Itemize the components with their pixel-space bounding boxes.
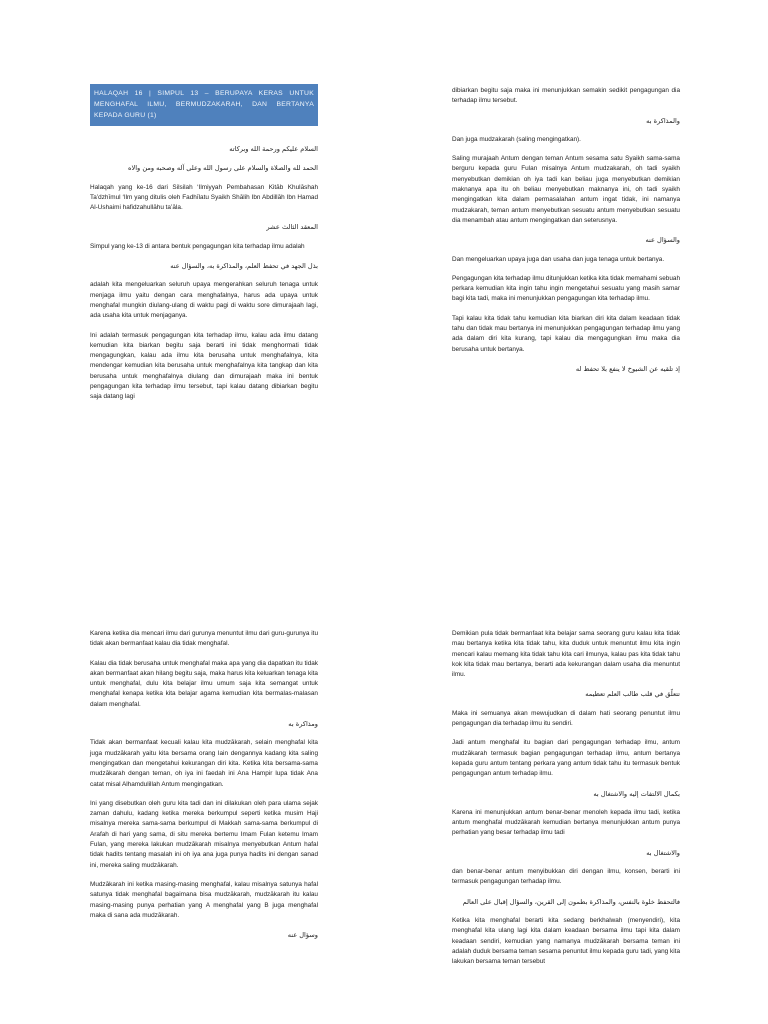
paragraph: Halaqah yang ke-16 dari Silsilah ‘Ilmiyyah Pembahasan Kitāb Khulāshah Ta’dzhīmul ‘Ilm yang ditulis oleh Fadhīlatu Syaikh Shālih Ibn Abdillāh Ibn Hamad Al-Ushaimi hafidzahullāhu ta’āla.: [90, 183, 318, 212]
arabic-verse: بكمال الالتفات إليه والاشتغال به: [593, 789, 680, 798]
paragraph: Karena ini menunjukkan antum benar-benar menoleh kepada ilmu tadi, ketika antum menghafal mudzākarah kemudian bertanya menunjukkan antum punya perhatian yang besar terhadap ilmu tadi: [452, 808, 680, 837]
page1-left-column: [90, 88, 318, 412]
paragraph: Mudzākarah ini ketika masing-masing menghafal, kalau misalnya satunya hafal satunya tidak menghafal bagaimana bisa mudzākarah, mudzākarah itu kalau masing-masing punya perhatian yang A menghafal yang B juga menghafal maka di sana ada mudzākarah.: [90, 880, 318, 919]
arabic-verse: السلام عليكم ورحمة الله وبركاته: [229, 145, 318, 153]
page1-right-content: [452, 86, 680, 374]
paragraph: Maka ini semuanya akan mewujudkan di dalam hati seorang penuntut ilmu pengagungan dia terhadap ilmu itu sendiri.: [452, 709, 680, 728]
paragraph: Kalau dia tidak berusaha untuk menghafal maka apa yang dia dapatkan itu tidak akan bermanfaat akan hilang begitu saja, maka harus kita keluarkan tenaga kita untuk menghafal, dulu kita belajar ilmu umum saja kita semangat untuk menghafal kenapa ketika kita belajar agama kemudian kita bermalas-malasan dalam menghafal.: [90, 659, 318, 708]
paragraph: Simpul yang ke-13 di antara bentuk pengagungan kita terhadap ilmu adalah: [90, 242, 305, 250]
arabic-verse: فالتحفظ خلوة بالنفس، والمذاكرة بطمون إلى القرين، والسؤال إقبال على العالم: [462, 897, 680, 906]
paragraph: Ini adalah termasuk pengagungan kita terhadap ilmu, kalau ada ilmu datang kemudian kita biarkan begitu saja berarti ini tidak menghormati tidak mengagungkan, kalau ada ilmu kita berusaha untuk menghafalnya, kita mendengar kemudian kita berusaha untuk menghafalnya kita tangkap dan kita berusaha untuk menghafalnya diulang dan dimurajaah maka ini bentuk pengagungan kita terhadap ilmu tersebut, tapi kalau datang dibiarkan begitu saja datang lagi: [90, 331, 318, 401]
paragraph: Karena ketika dia mencari ilmu dari gurunya menuntut ilmu dari guru-gurunya itu tidak akan bermanfaat kalau dia tidak menghafal.: [90, 630, 318, 648]
paragraph: dibiarkan begitu saja maka ini menunjukkan semakin sedikit pengagungan dia terhadap ilmu tersebut.: [452, 87, 680, 105]
paragraph: adalah kita mengeluarkan seluruh upaya mengerahkan seluruh tenaga untuk menjaga ilmu yaitu dengan cara menghafalnya, harus ada upaya untuk menghafal mungkin diulang-ulang di waktu pagi di waktu sore dimurajaah lagi, ada usaha kita untuk menjaganya.: [90, 281, 318, 320]
paragraph: Tapi kalau kita tidak tahu kemudian kita biarkan diri kita dalam keadaan tidak tahu dan tidak mau bertanya ini menunjukkan pengagungan terhadap ilmu yang ada dalam diri kita kurang, tapi kalau dia mengagungkan ilmu maka dia berusaha untuk bertanya.: [452, 314, 680, 353]
paragraph: Dan juga mudzakarah (saling mengingatkan).: [452, 135, 581, 143]
paragraph: Saling murajaah Antum dengan teman Antum sesama satu Syaikh sama-sama berguru kepada guru Fulan misalnya Antum mudzakarah, oh tadi syaikh menyebutkan demikian oh iya tadi kan beliau juga menyebutkan demikian maknanya apa itu oh beliau menyebutkan maknanya ini, oh tadi syaikh mengingatkan kita dalam permasalahan antum ingat tidak, ini namanya mudzakarah, teman antum menyebutkan sesuatu antum menyebutkan sesuatu dia menambah atau antum mengingatkan dan seterusnya.: [452, 155, 680, 224]
paragraph: Demikian pula tidak bermanfaat kita belajar sama seorang guru kalau kita tidak mau bertanya ketika kita tidak tahu, kita duduk untuk menuntut ilmu kita ingin mencari kalau memang kita tidak tahu kita cari ilmunya, kalau pas kita tidak tahu kok kita tidak mau bertanya, berarti ada kekurangan dalam usaha dia menuntut ilmu.: [452, 630, 680, 679]
paragraph: Ketika kita menghafal berarti kita sedang berkhalwah (menyendiri), kita menghafal kita ulang lagi kita dalam keadaan bersama ilmu tapi kita dalam keadaan sendiri, kemudian yang namanya mudzākarah bersama teman ini adalah duduk bersama teman sesama penuntut ilmu kepada guru tadi, yang kita lakukan bersama teman tersebut: [452, 916, 680, 966]
paragraph: Pengagungan kita terhadap ilmu ditunjukkan ketika kita tidak memahami sebuah perkara kemudian kita ingin tahu ingin mengetahui sesuatu yang masih samar bagi kita tadi, maka ini menunjukkan pengagungan kita terhadap ilmu.: [452, 274, 680, 303]
page2-left-content: [90, 629, 318, 940]
arabic-verse: ومذاكرة به: [288, 720, 318, 729]
page2-right-content: [452, 629, 680, 967]
arabic-verse: والمذاكرة به: [646, 116, 680, 125]
page2-left-column: [90, 629, 318, 949]
arabic-verse: بذل الجهد في تحفظ العلم، والمذاكرة به، والسؤال عنه: [170, 262, 318, 271]
arabic-verse: وسؤال عنه: [287, 931, 318, 940]
paragraph: Dan mengeluarkan upaya juga dan usaha dan juga tenaga untuk bertanya.: [452, 255, 665, 263]
arabic-verse: والسؤال عنه: [645, 236, 680, 245]
arabic-verse: المعقد الثالث عشر: [266, 223, 318, 232]
halaqah-title-box: HALAQAH 16 | SIMPUL 13 – BERUPAYA KERAS UNTUK MENGHAFAL ILMU, BERMUDZAKARAH, DAN BERTANYA KEPADA GURU (1): [90, 84, 318, 126]
arabic-verse: والاشتغال به: [646, 848, 680, 857]
page1-left-content: [90, 144, 318, 403]
page2-right-column: [452, 629, 680, 976]
page1-right-column: [452, 86, 680, 383]
arabic-verse: تتعلّق في قلب طالب العلم تعظيمه: [585, 690, 680, 699]
page-bottom-half: [0, 610, 768, 1024]
paragraph: Ini yang disebutkan oleh guru kita tadi dan ini dilakukan oleh para ulama sejak zaman dahulu, kadang ketika mereka berkumpul seperti ketika musim Haji misalnya mereka sama-sama berkumpul di Makkah sama-sama berkumpul di Arafah di hari yang sama, di situ mereka bertemu Imam Fulan ketemu Imam Fulan, yang mereka lakukan mudzākarah misalnya menyebutkan Antum hafal tidak hadits tentang masalah ini oh iya ana juga punya hadits ini dengan sanad ini, mereka saling mudzākarah.: [90, 799, 318, 869]
paragraph: Jadi antum menghafal itu bagian dari pengagungan terhadap ilmu, antum mudzākarah termasuk bagian pengagungan terhadap ilmu, antum bertanya kepada guru antum tentang perkara yang antum tidak tahu itu termasuk bentuk pengagungan antum terhadap ilmu.: [452, 739, 680, 778]
paragraph: dan benar-benar antum menyibukkan diri dengan ilmu, konsen, berarti ini termasuk pengagungan terhadap ilmu.: [452, 868, 680, 886]
arabic-verse: الحمد لله والصلاة والسلام على رسول الله وعلى آله وصحبه ومن والاه: [128, 164, 318, 173]
paragraph: Tidak akan bermanfaat kecuali kalau kita mudzākarah, selain menghafal kita juga mudzākarah yaitu kita bersama orang lain dengannya kadang kita saling mengingatkan dan mengetahui kekurangan diri kita. Ketika kita bersama-sama mudzākarah dengan teman, oh iya ini faedah ini Ana Hampir lupa tidak Ana catat misal Alhamdulillah Antum mengingatkan.: [90, 739, 318, 788]
arabic-verse: إذ تلقيه عن الشيوخ لا ينفع بلا تحفظ له: [575, 364, 680, 373]
